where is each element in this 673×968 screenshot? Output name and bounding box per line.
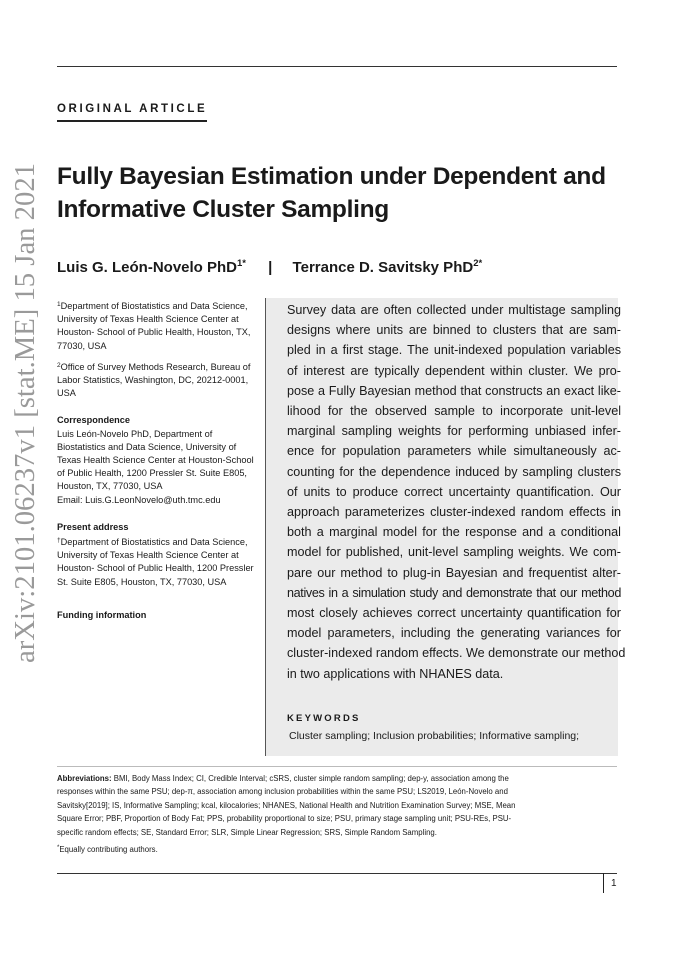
abstract-line: marginal sampling weights for performing unbiased infer- xyxy=(287,424,621,439)
affiliation-1-text: Department of Biostatistics and Data Science, University of Texas Health Science Center at Houston- School of Public Health, Houston, TX, 77030, USA xyxy=(57,301,251,351)
abstract-line: ence for population parameters while simultaneously ac- xyxy=(287,444,621,459)
author-1-sup: 1* xyxy=(237,258,246,269)
abstract-line: counting for the dependence induced by sampling clusters xyxy=(287,464,621,479)
affiliation-1-sup: 1 xyxy=(57,301,61,308)
abstract-line: designs where units are binned to clusters that are sam- xyxy=(287,323,621,338)
footnote-sup: * xyxy=(57,845,60,851)
author-1-name: Luis G. León-Novelo PhD xyxy=(57,259,238,276)
author-separator: | xyxy=(268,259,273,276)
present-address xyxy=(57,534,257,589)
footnote xyxy=(57,845,158,854)
abstract-line: natives in a simulation study and demonstrate that our method xyxy=(287,585,621,600)
abbreviations-text: BMI, Body Mass Index; CI, Credible Interval; cSRS, cluster simple random sampling; dep-y, association among the xyxy=(111,774,509,783)
abstract-line: most closely achieves correct uncertainty quantification for xyxy=(287,606,621,621)
author-2-name: Terrance D. Savitsky PhD xyxy=(292,259,474,276)
present-address-heading: Present address xyxy=(57,521,129,532)
abstract-line: pare our method to plug-in Bayesian and frequentist alter- xyxy=(287,565,621,580)
left-column xyxy=(57,298,257,622)
abbreviations-line: specific random effects; SE, Standard Error; SLR, Simple Linear Regression; SRS, Simple Random Sampling. xyxy=(57,827,437,837)
abstract-line: approach parameterizes cluster-indexed random effects in xyxy=(287,505,621,520)
abbreviations-rule xyxy=(57,766,617,767)
abstract-line: Survey data are often collected under multistage sampling xyxy=(287,303,621,317)
abstract-line: of interest are typically dependent within cluster. We pro- xyxy=(287,363,621,378)
footnote-text: Equally contributing authors. xyxy=(59,845,158,854)
top-rule xyxy=(57,66,617,67)
correspondence-heading: Correspondence xyxy=(57,415,131,426)
funding-heading: Funding information xyxy=(57,609,147,620)
affiliation-2-text: Office of Survey Methods Research, Bureau of Labor Statistics, Washington, DC, 20212-0001, USA xyxy=(57,361,251,399)
keywords-list: Cluster sampling; Inclusion probabilities; Informative sampling; xyxy=(289,730,580,742)
arxiv-stamp-text: arXiv:2101.06237v1 [stat.ME] 15 Jan 2021 xyxy=(10,174,41,663)
abbreviations xyxy=(57,772,547,839)
abstract-line: pose a Fully Bayesian method that constructs an exact like- xyxy=(287,383,621,398)
author-2-sup: 2* xyxy=(473,258,483,269)
abstract-line: of units to produce correct uncertainty quantification. Our xyxy=(287,484,621,499)
affiliation-1 xyxy=(57,298,257,353)
abbreviations-line: responses within the same PSU; dep-π, association among inclusion probabilities within the same PSU; LS2019, León-Novelo and xyxy=(57,787,508,797)
correspondence-email[interactable]: Email: Luis.G.LeonNovelo@uth.tmc.edu xyxy=(57,494,221,505)
abbreviations-line xyxy=(57,772,547,785)
abbreviations-line: Square Error; PBF, Proportion of Body Fat; PPS, probability proportional to size; PSU, primary stage sampling unit; PSU-REs, PSU- xyxy=(57,814,512,824)
abstract-line: in two applications with NHANES data. xyxy=(287,666,504,681)
page-number-bar xyxy=(603,873,604,893)
bottom-rule xyxy=(57,873,617,874)
title-line-1: Fully Bayesian Estimation under Dependent and xyxy=(57,163,606,190)
abstract-line: model for published, unit-level sampling weights. We com- xyxy=(287,545,621,560)
keywords-heading: KEYWORDS xyxy=(287,713,361,724)
abstract-line: pled in a first stage. The unit-indexed population variables xyxy=(287,343,621,358)
abstract-line: cluster-indexed random effects. We demonstrate our method xyxy=(287,646,626,661)
section-label: ORIGINAL ARTICLE xyxy=(57,103,208,115)
abstract-line: model parameters, including the generating variances for xyxy=(287,626,621,641)
affiliation-2-sup: 2 xyxy=(57,361,61,369)
title-line-2: Informative Cluster Sampling xyxy=(57,196,389,223)
present-address-sup: † xyxy=(57,537,61,545)
abstract-line: both a marginal model for the response and a conditional xyxy=(287,525,621,540)
abbreviations-label: Abbreviations: xyxy=(57,774,112,783)
abstract xyxy=(287,300,626,684)
abstract-line: lihood for the observed sample to incorporate unit-level xyxy=(287,404,621,419)
correspondence-text: Luis León-Novelo PhD, Department of Biostatistics and Data Science, University of Texas Health Science Center at Houston-School of Public Health, 1200 Pressler St. Suite E805, Houston, TX, 77030, USA xyxy=(57,428,254,492)
arxiv-stamp[interactable] xyxy=(5,160,41,665)
page-number: 1 xyxy=(611,878,617,889)
abbreviations-line: Savitsky[2019]; IS, Informative Sampling; kcal, kilocalories; NHANES, National Health and Nutrition Examination Survey; MSE, Mean xyxy=(57,800,516,810)
section-label-underline xyxy=(57,120,207,122)
paper-title xyxy=(57,160,627,226)
affiliation-2 xyxy=(57,359,257,401)
present-address-text: Department of Biostatistics and Data Science, University of Texas Health Science Center at Houston- School of Public Health, 1200 Pressler St. Suite E805, Houston, TX, 77030, USA xyxy=(57,537,254,587)
authors-line xyxy=(57,258,482,276)
